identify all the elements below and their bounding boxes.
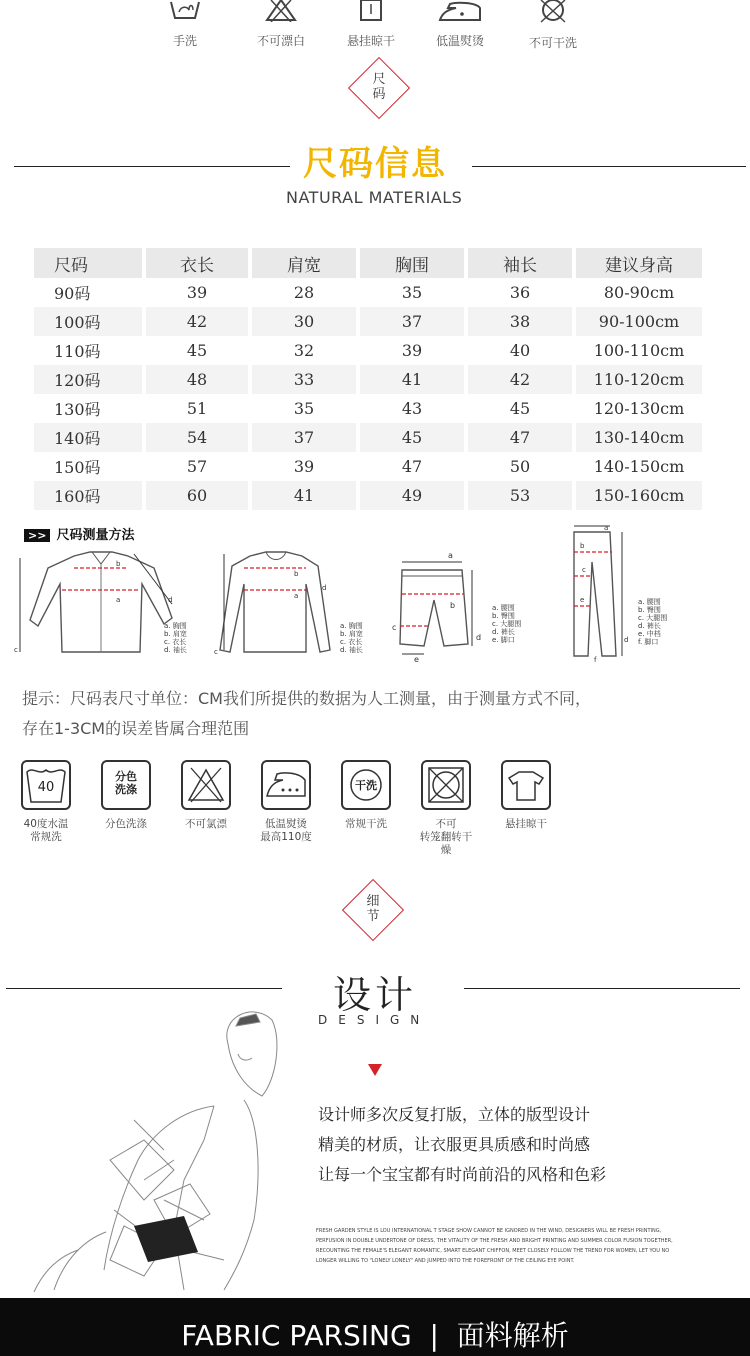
care2-label	[416, 818, 476, 857]
wash-temp: 40	[37, 780, 55, 795]
cell-size: 110码	[34, 336, 142, 365]
care-item-hand-wash	[140, 0, 230, 49]
header-chest: 胸围	[356, 248, 464, 278]
legend-item: b. 肩宽	[340, 630, 363, 638]
cell-chest: 41	[356, 365, 464, 394]
svg-text:e: e	[414, 655, 419, 664]
dry-clean-symbol: 干洗	[355, 779, 377, 792]
care2-item-separate-wash	[96, 760, 156, 831]
size-badge-label: 尺码	[372, 72, 386, 102]
cell-chest: 43	[356, 394, 464, 423]
legend-item: b. 臀围	[492, 612, 515, 620]
svg-text:c: c	[214, 648, 218, 656]
cell-shoulder: 41	[248, 481, 356, 510]
legend-item: b. 臀围	[638, 606, 661, 614]
svg-text:b: b	[450, 601, 456, 610]
svg-text:e: e	[580, 596, 585, 604]
cell-sleeve: 42	[464, 365, 572, 394]
cell-height: 150-160cm	[572, 481, 702, 510]
size-section-subtitle: NATURAL MATERIALS	[286, 188, 463, 207]
header-length: 衣长	[142, 248, 248, 278]
care2-item-wash-40	[16, 760, 76, 844]
measure-heading	[24, 524, 134, 543]
measure-tag: >>	[24, 529, 50, 542]
top-care-row	[0, 0, 750, 60]
design-line-1: 设计师多次反复打版，立体的版型设计	[318, 1105, 591, 1124]
tip-line-1: 提示：尺码表尺寸单位：CM我们所提供的数据为人工测量，由于测量方式不同，	[22, 689, 591, 708]
legend-item: f. 脚口	[638, 638, 659, 646]
header-size: 尺码	[34, 248, 142, 278]
cell-chest: 39	[356, 336, 464, 365]
table-header-row	[34, 248, 702, 278]
legend-item: c. 大腿围	[638, 614, 668, 622]
care-item-hang-dry	[326, 0, 416, 49]
svg-text:c: c	[392, 623, 397, 632]
divider-right-design	[464, 988, 740, 989]
legend-item: d. 袖长	[164, 646, 187, 654]
design-subtitle: DESIGN	[318, 1013, 431, 1027]
cell-shoulder: 33	[248, 365, 356, 394]
cell-shoulder: 37	[248, 423, 356, 452]
cell-shoulder: 28	[248, 278, 356, 307]
cell-shoulder: 30	[248, 307, 356, 336]
no-dry-clean-icon	[533, 0, 573, 24]
svg-text:a: a	[294, 592, 299, 600]
no-bleach-icon	[261, 0, 301, 22]
care-label: 低温熨烫	[435, 34, 484, 48]
sweater-legend	[340, 622, 363, 654]
care-item-no-dry-clean	[508, 0, 598, 51]
care-label: 不可干洗	[528, 36, 577, 50]
design-title: 设计	[333, 973, 418, 1017]
cell-height: 140-150cm	[572, 452, 702, 481]
cell-sleeve: 45	[464, 394, 572, 423]
legend-item: c. 衣长	[340, 638, 363, 646]
low-iron-icon	[436, 0, 484, 22]
divider-right	[472, 166, 746, 167]
care2-item-no-chlorine	[176, 760, 236, 831]
care-label: 手洗	[172, 34, 197, 48]
cell-sleeve: 40	[464, 336, 572, 365]
care2-label-line2: 最高110度	[260, 831, 312, 843]
cell-size: 140码	[34, 423, 142, 452]
table-row	[34, 394, 702, 423]
pants-legend	[638, 598, 667, 646]
cell-length: 48	[142, 365, 248, 394]
care2-item-no-tumble-dry	[416, 760, 476, 857]
svg-text:d: d	[168, 596, 173, 604]
design-line-3: 让每一个宝宝都有时尚前沿的风格和色彩	[318, 1165, 607, 1184]
legend-item: c. 衣长	[164, 638, 187, 646]
care-label: 不可漂白	[256, 34, 305, 48]
cell-chest: 45	[356, 423, 464, 452]
cell-shoulder: 35	[248, 394, 356, 423]
cell-chest: 49	[356, 481, 464, 510]
care2-label-line1: 常规干洗	[345, 818, 387, 830]
care2-label	[16, 818, 76, 844]
care2-label-line1: 不可氯漂	[185, 818, 227, 830]
legend-item: b. 肩宽	[164, 630, 187, 638]
cell-size: 90码	[34, 278, 142, 307]
legend-item: d. 裤长	[492, 628, 515, 636]
sweater-diagram	[214, 550, 344, 660]
svg-text:c: c	[582, 566, 586, 574]
care2-item-hang-dry	[496, 760, 556, 831]
design-fine-print: FRESH GARDEN STYLE IS LOU INTERNATIONAL T STAGE SHOW CANNOT BE IGNORED IN THE WIND, DESIGNERS WILL BE FRESH PRINTING, PERFUSION IN DOUBLE UNDERTONE OF DRESS, THE VITALITY OF THE FRESH AND BRIGHT PRINTING AND SUMMER COLOR FUSION TOGETHER, RECOUNTING THE FEMALE'S ELEGANT ROMANTIC, SMART ELEGANT CHIFFON, MEET CLOSELY FOLLOW THE TREND FOR WOMEN, LET YOU NO LONGER WILLING TO "LONELY LONELY" AND JUMPED INTO THE FOREFRONT OF THE CEILING EYE POINT.	[316, 1228, 673, 1264]
care2-label-line1: 分色洗涤	[105, 818, 147, 830]
header-sleeve: 袖长	[464, 248, 572, 278]
hang-dry-shirt-icon	[501, 760, 551, 810]
cell-length: 54	[142, 423, 248, 452]
fashion-sketch-image	[14, 1000, 284, 1292]
table-row	[34, 423, 702, 452]
svg-text:a: a	[604, 524, 609, 532]
dry-clean-icon	[341, 760, 391, 810]
svg-text:b: b	[116, 560, 121, 568]
cell-length: 57	[142, 452, 248, 481]
legend-item: d. 袖长	[340, 646, 363, 654]
svg-text:d: d	[624, 636, 629, 644]
hang-dry-icon	[351, 0, 391, 22]
table-row	[34, 278, 702, 307]
cell-shoulder: 39	[248, 452, 356, 481]
cell-sleeve: 38	[464, 307, 572, 336]
cell-height: 110-120cm	[572, 365, 702, 394]
hand-wash-icon	[165, 0, 205, 22]
size-section-title: 尺码信息	[303, 144, 447, 184]
care2-label-line2: 常规洗	[30, 831, 62, 843]
detail-badge-label: 细节	[366, 894, 380, 924]
divider-left	[14, 166, 290, 167]
cell-shoulder: 32	[248, 336, 356, 365]
header-height: 建议身高	[572, 248, 702, 278]
care2-label-line1: 悬挂晾干	[505, 818, 547, 830]
shorts-diagram	[392, 550, 492, 664]
cell-length: 39	[142, 278, 248, 307]
cell-length: 42	[142, 307, 248, 336]
care2-label	[256, 818, 316, 844]
cell-sleeve: 47	[464, 423, 572, 452]
care2-label-line2: 转笼翻转干燥	[419, 831, 473, 856]
table-row	[34, 452, 702, 481]
cell-chest: 35	[356, 278, 464, 307]
legend-item: e. 中档	[638, 630, 661, 638]
care-label: 悬挂晾干	[346, 34, 395, 48]
separate-wash-symbol: 分色 洗涤	[115, 770, 137, 796]
legend-item: c. 大腿围	[492, 620, 522, 628]
size-badge-text	[364, 72, 394, 102]
footer-title: FABRIC PARSING | 面料解析	[181, 1319, 569, 1352]
cell-size: 100码	[34, 307, 142, 336]
care2-item-low-iron	[256, 760, 316, 844]
care2-label	[96, 818, 156, 831]
size-table	[34, 248, 702, 510]
low-iron-110-icon	[261, 760, 311, 810]
detail-badge-text	[358, 894, 388, 924]
divider-left-design	[6, 988, 282, 989]
care2-label	[496, 818, 556, 831]
cell-size: 150码	[34, 452, 142, 481]
pants-diagram	[566, 522, 636, 662]
cell-height: 80-90cm	[572, 278, 702, 307]
care2-label-line1: 低温熨烫	[265, 818, 307, 830]
measure-title: 尺码测量方法	[56, 528, 135, 543]
care2-label-line1: 不可	[435, 818, 457, 830]
cell-height: 90-100cm	[572, 307, 702, 336]
legend-item: e. 脚口	[492, 636, 515, 644]
care2-label	[176, 818, 236, 831]
separate-wash-icon	[101, 760, 151, 810]
cell-chest: 47	[356, 452, 464, 481]
no-tumble-dry-icon	[421, 760, 471, 810]
svg-text:f: f	[594, 656, 597, 662]
cell-size: 130码	[34, 394, 142, 423]
care2-item-dry-clean	[336, 760, 396, 831]
care2-label-line1: 40度水温	[23, 818, 69, 830]
table-row	[34, 307, 702, 336]
svg-text:a: a	[116, 596, 121, 604]
wash-40-icon	[21, 760, 71, 810]
svg-text:b: b	[580, 542, 585, 550]
cell-height: 100-110cm	[572, 336, 702, 365]
tip-line-2: 存在1-3CM的误差皆属合理范围	[22, 719, 250, 738]
no-chlorine-icon	[181, 760, 231, 810]
care-item-no-bleach	[236, 0, 326, 49]
legend-item: a. 腰围	[638, 598, 661, 606]
cell-sleeve: 53	[464, 481, 572, 510]
care-item-low-iron	[415, 0, 505, 49]
design-line-2: 精美的材质，让衣服更具质感和时尚感	[318, 1135, 591, 1154]
svg-text:a: a	[448, 551, 453, 560]
legend-item: a. 胸围	[340, 622, 363, 630]
cell-length: 60	[142, 481, 248, 510]
cell-size: 160码	[34, 481, 142, 510]
cell-length: 45	[142, 336, 248, 365]
cell-sleeve: 36	[464, 278, 572, 307]
cell-height: 120-130cm	[572, 394, 702, 423]
legend-item: a. 腰围	[492, 604, 515, 612]
legend-item: a. 胸围	[164, 622, 187, 630]
red-arrow-icon	[368, 1064, 382, 1076]
shirt-legend	[164, 622, 187, 654]
cell-size: 120码	[34, 365, 142, 394]
legend-item: d. 裤长	[638, 622, 661, 630]
table-row	[34, 336, 702, 365]
svg-text:d: d	[322, 584, 327, 592]
cell-sleeve: 50	[464, 452, 572, 481]
cell-height: 130-140cm	[572, 423, 702, 452]
svg-text:b: b	[294, 570, 299, 578]
shorts-legend	[492, 604, 521, 644]
svg-text:c: c	[14, 646, 18, 654]
cell-chest: 37	[356, 307, 464, 336]
table-row	[34, 365, 702, 394]
cell-length: 51	[142, 394, 248, 423]
svg-text:d: d	[476, 633, 482, 642]
header-shoulder: 肩宽	[248, 248, 356, 278]
table-row	[34, 481, 702, 510]
care2-label	[336, 818, 396, 831]
